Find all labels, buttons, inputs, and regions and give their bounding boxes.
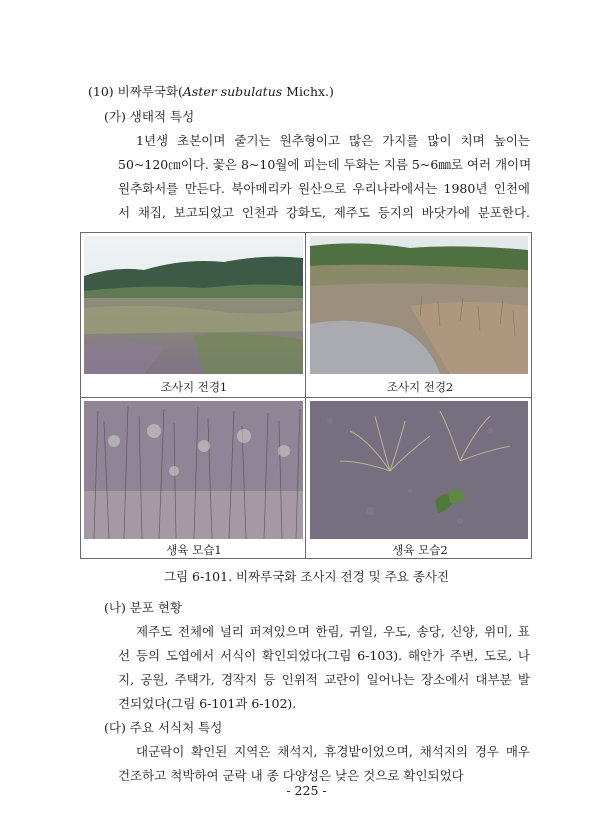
para1-line1: 1년생 초본이며 줄기는 원추형이고 많은 가지를 많이 치며 높이는 <box>136 133 530 148</box>
site-photo-1 <box>84 236 303 374</box>
caption-site-2: 조사지 전경2 <box>386 380 454 394</box>
para2-line1: 제주도 전체에 널리 퍼져있으며 한림, 귀일, 우도, 송당, 신양, 위미, 표 <box>136 624 530 639</box>
section-heading <box>88 82 334 100</box>
heading-author: Michx.) <box>282 84 334 99</box>
para1-line4: 서 채집, 보고되었고 인천과 강화도, 제주도 등지의 바닷가에 분포한다. <box>118 205 530 220</box>
para2-line2: 선 등의 도엽에서 서식이 확인되었다(그림 6-103). 해안가 주변, 도로, 나 <box>118 648 530 663</box>
para3-line2: 건조하고 척박하여 군락 내 종 다양성은 낮은 것으로 확인되었다 <box>118 768 464 783</box>
caption-site-1: 조사지 전경1 <box>160 380 228 394</box>
page-number: - 225 - <box>286 783 327 798</box>
heading-latin: Aster subulatus <box>182 84 283 99</box>
subheading-habitat: (다) 주요 서식처 특성 <box>104 720 223 735</box>
figure-caption: 그림 6-101. 비짜루국화 조사지 전경 및 주요 종사진 <box>163 569 450 584</box>
table-divider-horizontal <box>81 397 531 398</box>
growth-photo-1 <box>84 401 303 539</box>
para2-line3: 지, 공원, 주택가, 경작지 등 인위적 교란이 일어나는 장소에서 대부분 발 <box>118 672 530 687</box>
para3-line1: 대군락이 확인된 지역은 채석지, 휴경밭이었으며, 채석지의 경우 매우 <box>136 744 530 759</box>
caption-growth-1: 생육 모습1 <box>166 543 222 557</box>
para1-line2: 50~120㎝이다. 꽃은 8~10월에 피는데 두화는 지름 5~6㎜로 여러 개이며 <box>118 157 532 172</box>
growth-photo-2 <box>310 401 528 539</box>
table-divider-vertical <box>305 233 306 558</box>
caption-growth-2: 생육 모습2 <box>392 543 448 557</box>
heading-korean: (10) 비짜루국화( <box>88 84 183 99</box>
subheading-distribution: (나) 분포 현황 <box>104 600 183 615</box>
subheading-ecology: (가) 생태적 특성 <box>104 109 195 124</box>
site-photo-2 <box>310 236 528 374</box>
photo-table <box>80 232 532 559</box>
para2-line4: 견되었다(그림 6-101과 6-102). <box>118 696 297 711</box>
para1-line3: 원추화서를 만든다. 북아메리카 원산으로 우리나라에서는 1980년 인천에 <box>118 181 530 196</box>
